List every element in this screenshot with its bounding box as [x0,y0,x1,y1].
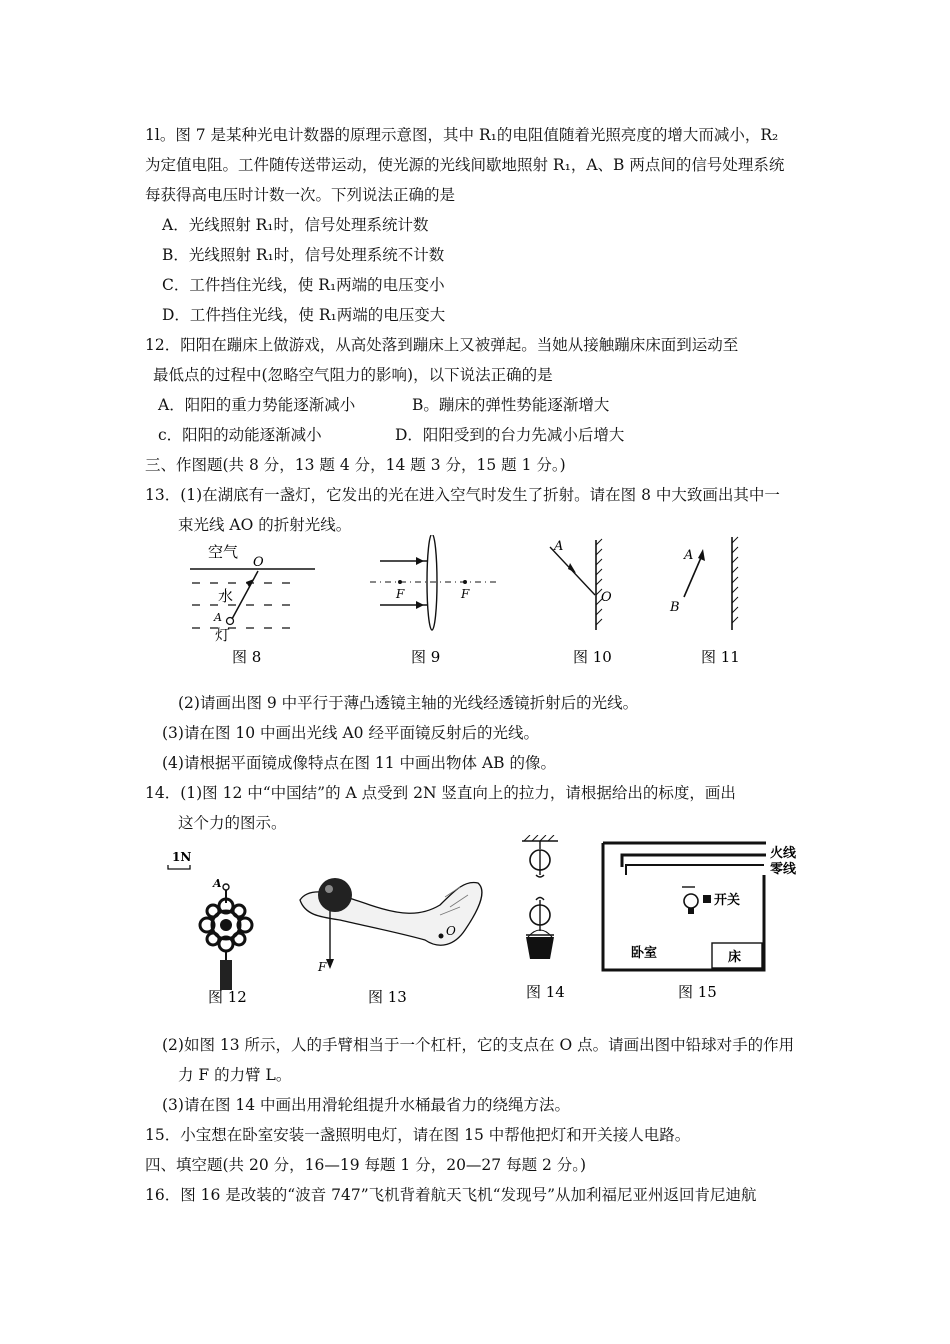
q11-option-b: B．光线照射 R₁时，信号处理系统不计数 [162,246,445,264]
fig13-pivot [439,934,444,939]
fig11-mirror-hatching [732,537,738,623]
fig11-arrowhead [698,549,705,561]
fig14-hook [536,875,544,877]
fig12-caption: 图 12 [208,988,247,1006]
q13-part3: (3)请在图 10 中画出光线 A0 经平面镜反射后的光线。 [162,724,539,742]
fig10-mirror-hatching [596,539,602,625]
q12-option-c: c．阳阳的动能逐渐减小 [158,426,322,444]
fig9-focus-label-right: F [461,587,470,601]
fig8-lamp-icon [227,618,234,625]
fig15-bedroom-label: 卧室 [631,946,658,961]
q12-option-d: D．阳阳受到的台力先减小后增大 [395,426,625,444]
fig13-shot-put [318,878,352,912]
fig15-caption: 图 15 [678,983,717,1001]
section4-heading: 四、填空题(共 20 分，16—19 每题 1 分，20—27 每题 2 分。) [145,1156,587,1174]
fig12-scale-bar [168,865,190,869]
fig11-point-b: B [670,600,680,615]
q13-line1: 13．(1)在湖底有一盏灯，它发出的光在进入空气时发生了折射。请在图 8 中大致画出其中一 [145,486,780,504]
fig10-point-a: A [554,539,564,554]
figure-13 [300,878,482,1006]
figure-14 [522,835,565,1001]
fig12-hook [223,884,229,890]
fig14-bucket-handle [528,930,552,937]
fig9-focus-left [398,580,402,584]
fig15-light-bulb-icon [684,894,698,908]
fig14-ceiling-hatching [524,835,554,841]
figures-12-to-15 [160,835,810,1010]
q11-line2: 为定值电阻。工件随传送带运动，使光源的光线间歇地照射 R₁，A、B 两点间的信号处理系统 [145,156,785,174]
fig10-point-o: O [601,590,612,605]
figure-9 [370,535,500,666]
q11-line3: 每获得高电压时计数一次。下列说法正确的是 [145,186,456,204]
fig8-air-label: 空气 [208,543,239,561]
fig8-point-o: O [253,555,264,570]
fig13-arrowhead [326,959,334,969]
fig14-water-bucket [526,937,554,959]
q14-line1: 14．(1)图 12 中“中国结”的 A 点受到 2N 竖直向上的拉力，请根据给出的标度，画出 [145,784,736,802]
fig8-point-a: A [214,611,222,624]
q12-option-a: A．阳阳的重力势能逐渐减小 [158,396,356,414]
q11-line1: 1l。图 7 是某种光电计数器的原理示意图，其中 R₁的电阻值随着光照亮度的增大而减小，R₂ [145,126,779,144]
fig14-top-hook [536,898,544,901]
fig13-pivot-label: O [446,924,456,938]
q11-option-a: A．光线照射 R₁时，信号处理系统计数 [162,216,429,234]
fig9-focus-label-left: F [396,587,405,601]
figure-15 [603,843,797,1001]
q14-line2: 这个力的图示。 [178,814,287,832]
fig13-force-label: F [318,960,327,974]
fig12-tassel [220,960,232,990]
fig12-scale-label: 1N [172,850,192,864]
fig14-caption: 图 14 [526,983,565,1001]
fig10-caption: 图 10 [573,648,612,666]
q13-line2: 束光线 AO 的折射光线。 [178,516,352,534]
figure-8 [190,543,315,666]
q11-option-d: D．工件挡住光线，使 R₁两端的电压变大 [162,306,446,324]
fig11-point-a: A [684,548,694,563]
q12-option-b: B。蹦床的弹性势能逐渐增大 [412,396,610,414]
fig12-point-a: A [213,877,222,890]
fig9-arrowhead [416,557,424,565]
q14-part3: (3)请在图 14 中画出用滑轮组提升水桶最省力的绕绳方法。 [162,1096,571,1114]
fig9-focus-right [463,580,467,584]
fig8-water-label: 水 [218,587,234,605]
fig9-caption: 图 9 [411,648,441,666]
q11-option-c: C．工件挡住光线，使 R₁两端的电压变小 [162,276,445,294]
q14-part2-line2: 力 F 的力臂 L。 [178,1066,292,1084]
fig15-neutral-label: 零线 [770,862,797,877]
fig13-ball-highlight [325,885,333,893]
figures-8-to-11 [170,535,770,670]
fig11-caption: 图 11 [701,648,740,666]
fig10-arrowhead [568,563,576,573]
q15-text: 15．小宝想在卧室安装一盏照明电灯，请在图 15 中帮他把灯和开关接人电路。 [145,1126,691,1144]
fig12-knot-center [220,919,232,931]
fig15-bulb-base [688,908,694,914]
fig9-arrowhead [416,601,424,609]
figure-12 [168,850,252,1006]
q12-line1: 12．阳阳在蹦床上做游戏，从高处落到蹦床上又被弹起。当她从接触蹦床床面到运动至 [145,336,739,354]
fig13-caption: 图 13 [368,988,407,1006]
fig8-caption: 图 8 [232,648,262,666]
fig8-lamp-label: 灯 [215,626,231,644]
fig15-bed-label: 床 [728,950,742,965]
fig15-switch-icon [703,895,711,903]
q16-line1: 16．图 16 是改装的“波音 747”飞机背着航天飞机“发现号”从加利福尼亚州返回肯尼迪航 [145,1186,757,1204]
fig15-inner-wall [626,865,764,875]
q12-line2: 最低点的过程中(忽略空气阻力的影响)，以下说法正确的是 [153,366,553,384]
q14-part2-line1: (2)如图 13 所示，人的手臂相当于一个杠杆，它的支点在 O 点。请画出图中铅球对手的作用 [162,1036,795,1054]
figure-11 [669,537,740,666]
section3-heading: 三、作图题(共 8 分，13 题 4 分，14 题 3 分，15 题 1 分。) [145,456,566,474]
figure-10 [550,539,612,666]
fig15-live-label: 火线 [770,846,797,861]
q13-part4: (4)请根据平面镜成像特点在图 11 中画出物体 AB 的像。 [162,754,556,772]
fig8-ray-ao [232,571,258,619]
fig15-switch-label: 开关 [714,893,741,908]
q13-part2: (2)请画出图 9 中平行于薄凸透镜主轴的光线经透镜折射后的光线。 [178,694,639,712]
